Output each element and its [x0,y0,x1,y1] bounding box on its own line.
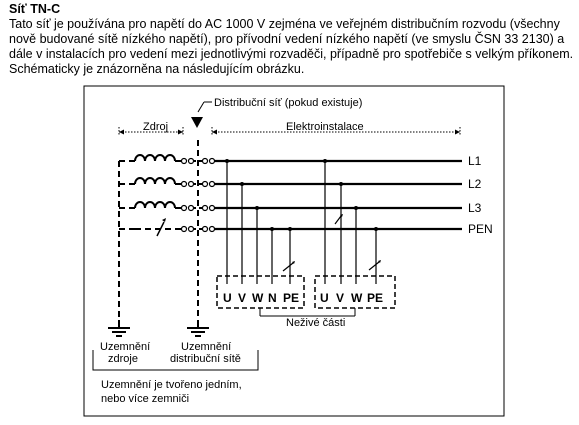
load1-drops [227,161,290,284]
earth-distribution-label-1: Uzemnění [181,341,232,353]
earth-source-icon [108,320,130,336]
heading-title: Síť TN-C [9,2,61,16]
conductors [214,161,462,229]
source-leads [119,161,135,229]
load2-l3-break [335,216,341,224]
earth-note-2: nebo více zemniči [101,393,190,405]
load1-term-w: W [252,291,264,305]
conductor-label-l1: L1 [468,154,482,168]
pen-source-break-arrow [162,218,166,222]
coil-l1-icon [135,155,175,161]
load2-term-w: W [351,291,363,305]
conductor-label-pen: PEN [468,222,493,236]
load1-junction-dots [225,159,292,231]
load1-term-v: V [238,291,247,305]
source-label: Zdroj [143,121,169,133]
load1-pe-break [283,263,293,271]
exposed-parts-label: Neživé části [286,317,346,329]
conductor-label-l3: L3 [468,201,482,215]
load2-term-v: V [336,291,345,305]
earth-distribution-label-2: distribuční sítě [170,353,241,365]
transformer-coils [135,155,175,208]
earth-note-1: Uzemnění je tvořeno jedním, [101,379,242,391]
installation-label: Elektroinstalace [286,121,364,133]
coil-l3-icon [135,202,175,208]
heading-body: Tato síť je používána pro napětí do AC 1000 V zejména ve veřejném distribučním rozvodu (všechny nově budované sítě nízkého napětí), pro přívodní vedení nízkého napětí (ve smyslu ČSN 33 2130) a dále v instalacích pro vedení mezi jednotlivými rozvaděči, případně pro spotřebiče s velkým příkonem. Schématicky je znázorněna na následujícím obrázku. [9,17,574,76]
load2-term-u: U [320,291,329,305]
load1-term-n: N [268,291,277,305]
coil-l2-icon [135,178,175,184]
load2-junction-dots [323,159,378,231]
distribution-label: Distribuční síť (pokud existuje) [214,97,363,109]
diagram-frame [84,86,504,416]
coil-outputs [135,161,181,229]
distribution-leader-diag [198,102,204,112]
earth-source-label-2: zdroje [108,353,138,365]
distribution-arrow-icon [191,117,203,128]
load2-term-pe: PE [367,291,384,305]
conductor-label-l2: L2 [468,177,482,191]
earth-source-label-1: Uzemnění [100,341,151,353]
earth-distribution-icon [187,320,209,336]
load2-pe-break [369,262,379,270]
load1-term-pe: PE [283,291,300,305]
load1-term-u: U [223,291,232,305]
load2-drops [325,161,376,284]
